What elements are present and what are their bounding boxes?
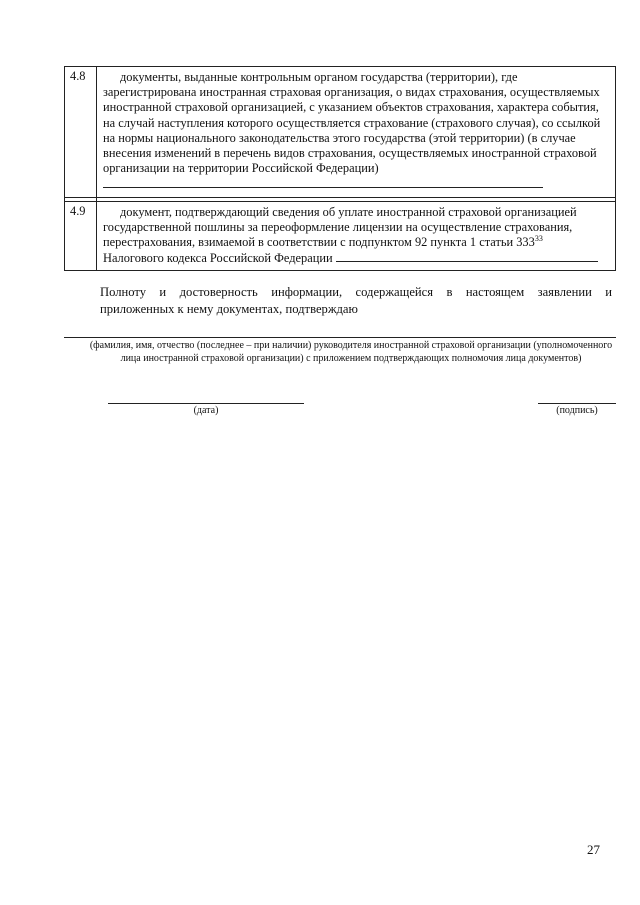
row-number: 4.9 <box>65 201 97 271</box>
confirmation-line-1: Полноту и достоверность информации, содержащейся в настоящем заявлении и <box>100 285 612 299</box>
table-row <box>65 201 616 271</box>
row-text <box>97 67 616 198</box>
row-4-9-text: документ, подтверждающий сведения об уплате иностранной страховой организацией государственной пошлины за переоформление лицензии на осуществление страхования, перестрахования, взимаемой в соответствии с подпунктом 92 пункта 1 статьи 333 <box>103 204 577 250</box>
row-4-9-text-end: Налогового кодекса Российской Федерации <box>103 251 333 266</box>
footnote-marker: 33 <box>534 233 543 243</box>
confirmation-statement <box>100 284 612 318</box>
table-row <box>65 67 616 198</box>
fill-in-line <box>103 176 543 188</box>
name-signature-line <box>64 337 616 338</box>
row-4-8-text: документы, выданные контрольным органом государства (территории), где зарегистрирована иностранная страховая организация, о видах страхования, осуществляемых иностранной страховой организацией, с указанием объектов страхования, характера события, на случай наступления которого осуществляется страхование (страхового случая), со ссылкой на нормы национального законодательства этого государства (этой территории) (в случае внесения изменений в перечень видов страхования, осуществляемых иностранной страховой организации на территории Российской Федерации) <box>103 70 601 176</box>
signature-caption: (подпись) <box>556 405 598 416</box>
fill-in-line <box>336 250 598 262</box>
page-number: 27 <box>587 842 600 857</box>
confirmation-line-2: приложенных к нему документах, подтверждаю <box>100 302 358 316</box>
row-text <box>97 201 616 271</box>
name-caption: (фамилия, имя, отчество (последнее – при наличии) руководителя иностранной страховой организации (уполномоченного лица иностранной страховой организации) с приложением подтверждающих полномочия лица документов) <box>89 340 613 364</box>
date-caption: (дата) <box>193 405 219 416</box>
row-number: 4.8 <box>65 67 97 198</box>
document-table <box>64 66 616 271</box>
